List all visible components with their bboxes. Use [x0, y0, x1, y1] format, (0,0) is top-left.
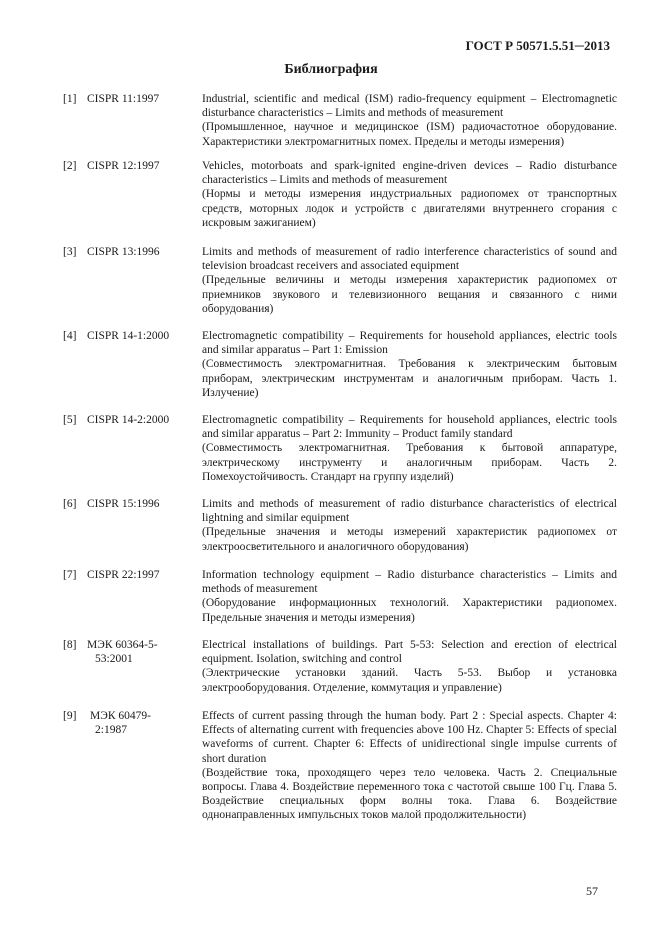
- entry-code: CISPR 12:1997: [87, 160, 160, 172]
- entry-title-ru: (Промышленное, научное и медицинское (ISM) радиочастотное оборудование. Характеристики электромагнитных помех. Пределы и методы измерения): [202, 121, 617, 148]
- entry-number: [5]: [63, 414, 77, 426]
- entry-title-en: Information technology equipment – Radio disturbance characteristics – Limits and methods of measurement: [202, 569, 617, 596]
- entry-number: [6]: [63, 498, 77, 510]
- entry-description: [202, 159, 617, 230]
- entry-title-ru: (Предельные величины и методы измерения характеристик радиопомех от приемников звукового и телевизионного вещания и связанного с ними оборудования): [202, 274, 617, 315]
- entry-title-en: Effects of current passing through the human body. Part 2 : Special aspects. Chapter 4: Effects of alternating current with frequencies above 100 Hz. Chapter 5: Effects of special waveforms of current. Chapter 6: Effects of unidirectional single impulse currents of short duration: [202, 710, 617, 765]
- entry-title-ru: (Совместимость электромагнитная. Требования к электрическим бытовым приборам, электрическим инструментам и аналогичным приборам. Часть 1. Излучение): [202, 358, 617, 399]
- entry-title-ru: (Воздействие тока, проходящего через тело человека. Часть 2. Специальные вопросы. Глава 4. Воздействие переменного тока с частотой свыше 100 Гц. Глава 5. Воздействие специальных форм волны тока. Глава 6. Воздействие однонаправленных импульсных токов малой продолжительности): [202, 766, 617, 822]
- entry-code: CISPR 14-2:2000: [87, 414, 170, 426]
- entry-description: [202, 638, 617, 695]
- entry-code: CISPR 15:1996: [87, 498, 160, 510]
- entry-title-en: Electromagnetic compatibility – Requirements for household appliances, electric tools and similar apparatus – Part 1: Emission: [202, 330, 617, 357]
- entry-title-en: Vehicles, motorboats and spark-ignited engine-driven devices – Radio disturbance characteristics – Limits and methods of measurement: [202, 160, 617, 187]
- entry-code: [90, 709, 180, 737]
- entry-number: [9]: [63, 710, 77, 722]
- entry-title-en: Industrial, scientific and medical (ISM) radio-frequency equipment – Electromagnetic disturbance characteristics – Limits and methods of measurement: [202, 93, 617, 120]
- entry-code: CISPR 13:1996: [87, 246, 160, 258]
- entry-code: [87, 638, 177, 666]
- entry-code-line2: 53:2001: [95, 653, 133, 665]
- entry-code-line1: МЭК 60479-: [90, 710, 151, 722]
- entry-code-line1: МЭК 60364-5-: [87, 639, 158, 651]
- entry-number: [7]: [63, 569, 77, 581]
- entry-code: CISPR 14-1:2000: [87, 330, 170, 342]
- page-number: 57: [586, 884, 598, 898]
- entry-number: [4]: [63, 330, 77, 342]
- entry-code: CISPR 11:1997: [87, 93, 160, 105]
- document-header: ГОСТ Р 50571.5.51─2013: [465, 38, 610, 53]
- entry-code-line2: 2:1987: [95, 724, 127, 736]
- entry-title-ru: (Оборудование информационных технологий. Характеристики радиопомех. Предельные значения и методы измерения): [202, 597, 617, 624]
- entry-title-en: Limits and methods of measurement of radio interference characteristics of sound and television broadcast receivers and associated equipment: [202, 246, 617, 273]
- entry-title-en: Limits and methods of measurement of radio disturbance characteristics of electrical lightning and similar equipment: [202, 498, 617, 525]
- entry-number: [2]: [63, 160, 77, 172]
- entry-number: [3]: [63, 246, 77, 258]
- page-title: Библиография: [284, 62, 378, 77]
- entry-description: [202, 413, 617, 484]
- entry-title-ru: (Совместимость электромагнитная. Требования к бытовой аппаратуре, электрическому инструменту и аналогичным приборам. Часть 2. Помехоустойчивость. Стандарт на группу изделий): [202, 442, 617, 483]
- entry-description: [202, 709, 617, 823]
- entry-description: [202, 568, 617, 625]
- entry-description: [202, 329, 617, 400]
- entry-title-en: Electromagnetic compatibility – Requirements for household appliances, electric tools and similar apparatus – Part 2: Immunity – Product family standard: [202, 414, 617, 441]
- entry-title-ru: (Электрические установки зданий. Часть 5-53. Выбор и установка электрооборудования. Отделение, коммутация и управление): [202, 667, 617, 694]
- entry-number: [8]: [63, 639, 77, 651]
- entry-title-ru: (Нормы и методы измерения индустриальных радиопомех от транспортных средств, моторных лодок и устройств с двигателями внутреннего сгорания с искровым зажиганием): [202, 188, 617, 229]
- entry-description: [202, 245, 617, 316]
- entry-title-ru: (Предельные значения и методы измерений характеристик радиопомех от электроосветительного и аналогичного оборудования): [202, 526, 617, 553]
- entry-title-en: Electrical installations of buildings. Part 5-53: Selection and erection of electrical equipment. Isolation, switching and control: [202, 639, 617, 666]
- entry-description: [202, 497, 617, 554]
- entry-description: [202, 92, 617, 149]
- entry-code: CISPR 22:1997: [87, 569, 160, 581]
- entry-number: [1]: [63, 93, 77, 105]
